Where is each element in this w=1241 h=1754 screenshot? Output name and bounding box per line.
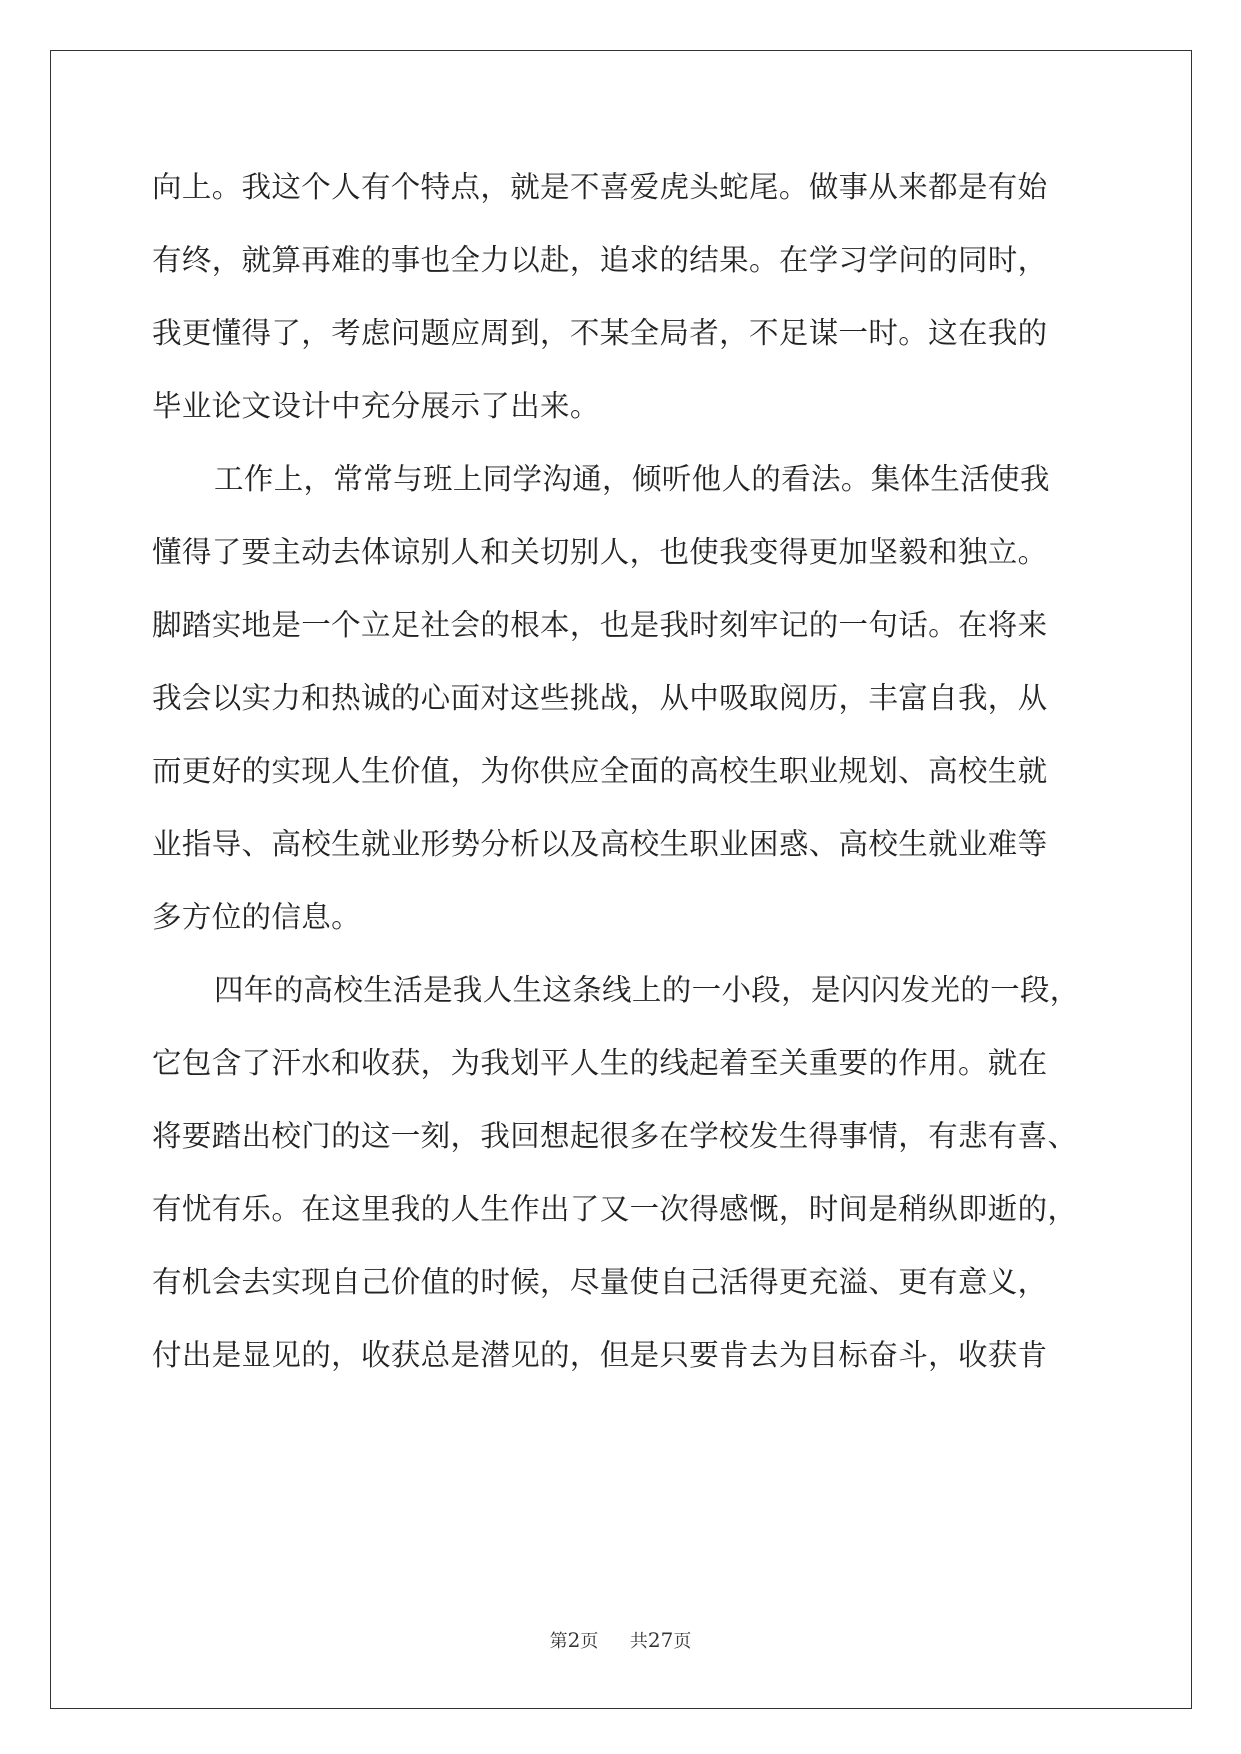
text-line: 多方位的信息。 xyxy=(152,900,361,934)
page-footer xyxy=(0,1628,1241,1654)
text-line: 向上。我这个人有个特点，就是不喜爱虎头蛇尾。做事从来都是有始 xyxy=(152,170,1048,204)
paragraph-first-line: 工作上，常常与班上同学沟通，倾听他人的看法。集体生活使我 xyxy=(214,462,1050,496)
text-line: 而更好的实现人生价值，为你供应全面的高校生职业规划、高校生就 xyxy=(152,754,1048,788)
page-border xyxy=(50,50,1192,1709)
text-line: 脚踏实地是一个立足社会的根本，也是我时刻牢记的一句话。在将来 xyxy=(152,608,1048,642)
text-line: 将要踏出校门的这一刻，我回想起很多在学校发生得事情，有悲有喜、 xyxy=(152,1119,1078,1153)
text-line: 它包含了汗水和收获，为我划平人生的线起着至关重要的作用。就在 xyxy=(152,1046,1048,1080)
text-line: 懂得了要主动去体谅别人和关切别人，也使我变得更加坚毅和独立。 xyxy=(152,535,1048,569)
text-line: 我更懂得了，考虑问题应周到，不某全局者，不足谋一时。这在我的 xyxy=(152,316,1048,350)
text-line: 有终，就算再难的事也全力以赴，追求的结果。在学习学问的同时， xyxy=(152,243,1048,277)
total-unit: 页 xyxy=(673,1631,692,1652)
paragraph-first-line: 四年的高校生活是我人生这条线上的一小段，是闪闪发光的一段， xyxy=(214,973,1080,1007)
text-line: 有机会去实现自己价值的时候，尽量使自己活得更充溢、更有意义， xyxy=(152,1265,1048,1299)
current-page-number: 2 xyxy=(567,1628,581,1652)
page-prefix: 第 xyxy=(549,1631,568,1652)
text-line: 业指导、高校生就业形势分析以及高校生职业困惑、高校生就业难等 xyxy=(152,827,1048,861)
text-line: 付出是显见的，收获总是潜见的，但是只要肯去为目标奋斗，收获肯 xyxy=(152,1338,1048,1372)
text-line: 毕业论文设计中充分展示了出来。 xyxy=(152,389,600,423)
total-prefix: 共 xyxy=(629,1631,648,1652)
total-pages-label xyxy=(629,1628,692,1652)
text-line: 我会以实力和热诚的心面对这些挑战，从中吸取阅历，丰富自我，从 xyxy=(152,681,1048,715)
total-page-count: 27 xyxy=(647,1628,674,1652)
page-number-label xyxy=(549,1628,604,1652)
page-unit: 页 xyxy=(580,1631,599,1652)
text-line: 有忧有乐。在这里我的人生作出了又一次得感慨，时间是稍纵即逝的， xyxy=(152,1192,1078,1226)
